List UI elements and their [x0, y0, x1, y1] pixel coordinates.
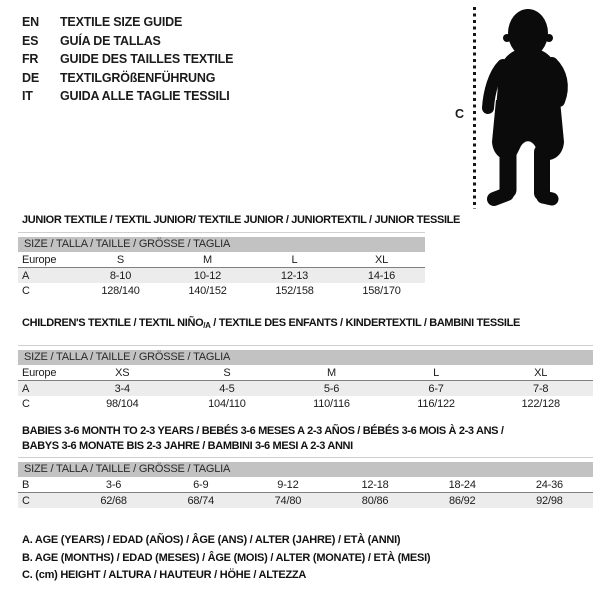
footnote-b: B. AGE (MONTHS) / EDAD (MESES) / ÂGE (MOIS) / ALTER (MONATE) / ETÀ (MESI)	[22, 551, 431, 564]
table-cell: S	[175, 365, 280, 381]
table-cell: A	[18, 268, 77, 284]
junior-size-table	[18, 252, 425, 298]
table-cell: 10-12	[164, 268, 251, 284]
table-cell: 8-10	[77, 268, 164, 284]
language-label: TEXTILGRÖßENFÜHRUNG	[60, 70, 216, 85]
table-cell: 152/158	[275, 284, 314, 297]
language-row-en	[22, 13, 233, 32]
children-title-text: / TEXTILE DES ENFANTS / KINDERTEXTIL / BAMBINI TESSILE	[210, 317, 520, 329]
language-label: GUIDA ALLE TAGLIE TESSILI	[60, 89, 230, 104]
table-cell: 62/68	[70, 493, 157, 509]
size-header-bar: SIZE / TALLA / TAILLE / GRÖSSE / TAGLIA	[18, 350, 593, 365]
table-top-rule	[18, 345, 593, 346]
height-marker-label: C	[455, 107, 465, 121]
table-cell: 122/128	[521, 397, 560, 410]
table-row	[18, 381, 593, 397]
language-code: FR	[22, 52, 39, 67]
table-cell: M	[164, 252, 251, 268]
junior-size-table-block	[18, 232, 425, 298]
table-cell: 74/80	[244, 493, 331, 509]
table-cell: 6-7	[384, 381, 489, 397]
table-cell: 128/140	[101, 284, 140, 297]
table-top-rule	[18, 232, 425, 233]
table-cell: 158/170	[362, 284, 401, 297]
babies-size-table-block	[18, 457, 593, 508]
height-dashed-line	[473, 7, 476, 209]
footnote-c: C. (cm) HEIGHT / ALTURA / HAUTEUR / HÖHE / ALTEZZA	[22, 569, 307, 582]
table-cell: L	[251, 252, 338, 268]
table-row	[18, 283, 425, 298]
language-row-it	[22, 87, 233, 106]
junior-section-title: JUNIOR TEXTILE / TEXTIL JUNIOR/ TEXTILE JUNIOR / JUNIORTEXTIL / JUNIOR TESSILE	[22, 214, 461, 226]
table-cell: Europe	[18, 365, 70, 381]
children-size-table	[18, 365, 593, 411]
baby-silhouette-icon	[482, 4, 600, 214]
size-header-bar: SIZE / TALLA / TAILLE / GRÖSSE / TAGLIA	[18, 237, 425, 252]
table-cell: B	[18, 477, 70, 493]
language-label: GUIDE DES TAILLES TEXTILE	[60, 52, 234, 67]
table-cell: XS	[70, 365, 175, 381]
table-cell: 3-6	[70, 477, 157, 493]
table-cell: M	[279, 365, 384, 381]
children-title-text: CHILDREN'S TEXTILE / TEXTIL NIÑO	[22, 317, 204, 329]
table-cell: 14-16	[338, 268, 425, 284]
table-cell: 98/104	[106, 397, 139, 410]
table-row	[18, 477, 593, 493]
language-label: TEXTILE SIZE GUIDE	[60, 15, 183, 29]
table-cell: 68/74	[157, 493, 244, 509]
language-row-fr	[22, 50, 233, 69]
table-cell: 6-9	[157, 477, 244, 493]
table-cell: 4-5	[175, 381, 280, 397]
table-cell: 92/98	[506, 493, 593, 509]
footnote-a: A. AGE (YEARS) / EDAD (AÑOS) / ÂGE (ANS) / ALTER (JAHRE) / ETÀ (ANNI)	[22, 534, 401, 546]
table-row	[18, 252, 425, 268]
children-section-title	[22, 317, 520, 330]
language-code: EN	[22, 15, 39, 29]
table-cell: 7-8	[488, 381, 593, 397]
table-cell: 3-4	[70, 381, 175, 397]
babies-size-table	[18, 477, 593, 508]
table-cell: 12-18	[331, 477, 418, 493]
table-cell: A	[18, 381, 70, 397]
babies-title-line2: BABYS 3-6 MONATE BIS 2-3 JAHRE / BAMBINI 3-6 MESI A 2-3 ANNI	[22, 439, 353, 452]
size-header-bar: SIZE / TALLA / TAILLE / GRÖSSE / TAGLIA	[18, 462, 593, 477]
table-row	[18, 268, 425, 284]
babies-section-title	[22, 424, 582, 453]
footnotes	[22, 532, 430, 585]
table-cell: Europe	[18, 252, 77, 268]
table-cell: 18-24	[419, 477, 506, 493]
table-cell: 104/110	[208, 397, 246, 410]
table-cell: XL	[338, 252, 425, 268]
table-cell: L	[384, 365, 489, 381]
table-top-rule	[18, 457, 593, 458]
children-size-table-block	[18, 345, 593, 411]
table-cell: XL	[488, 365, 593, 381]
language-code: ES	[22, 33, 39, 48]
table-cell: 5-6	[279, 381, 384, 397]
language-row-de	[22, 69, 233, 88]
table-cell: C	[22, 284, 30, 297]
language-row-es	[22, 32, 233, 51]
table-cell: C	[22, 397, 30, 410]
children-title-subscript: /A	[203, 321, 211, 330]
table-row	[18, 396, 593, 411]
language-code: DE	[22, 70, 39, 85]
language-list	[22, 13, 233, 106]
language-label: GUÍA DE TALLAS	[60, 33, 161, 48]
table-cell: 12-13	[251, 268, 338, 284]
table-cell: 110/116	[313, 397, 350, 410]
table-cell: C	[18, 493, 70, 509]
table-cell: 116/122	[417, 397, 455, 410]
table-cell: 140/152	[188, 284, 227, 297]
table-cell: 9-12	[244, 477, 331, 493]
babies-title-line1: BABIES 3-6 MONTH TO 2-3 YEARS / BEBÉS 3-6 MESES A 2-3 AÑOS / BÉBÉS 3-6 MOIS À 2-3 ANS /	[22, 425, 504, 437]
table-row	[18, 365, 593, 381]
table-cell: S	[77, 252, 164, 268]
table-row	[18, 493, 593, 509]
language-code: IT	[22, 89, 33, 104]
table-cell: 24-36	[506, 477, 593, 493]
table-cell: 80/86	[331, 493, 418, 509]
table-cell: 86/92	[419, 493, 506, 509]
